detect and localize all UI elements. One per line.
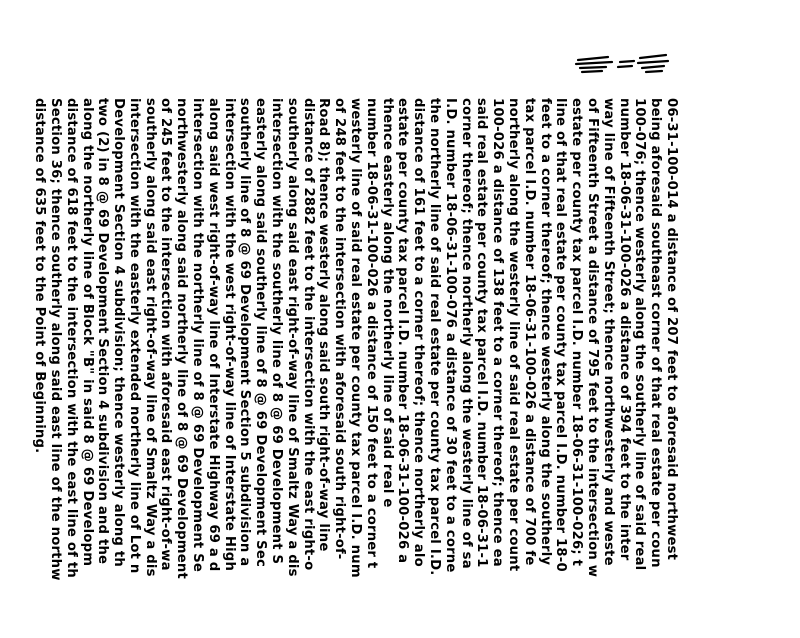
text-line: way line of Fifteenth Street; thence northwesterly and weste bbox=[600, 98, 616, 566]
handwritten-scan-mark bbox=[572, 52, 672, 76]
text-line: number 18-06-31-100-026 a distance of 394 feet to the inter bbox=[616, 98, 632, 561]
text-line: distance of 2882 feet to the intersection with the east right-o bbox=[300, 98, 316, 571]
text-line: southerly line of 8 @ 69 Development Section 5 subdivision a bbox=[237, 98, 253, 567]
text-line: southerly along said east right-of-way line of Smaltz Way a dis bbox=[142, 98, 158, 577]
text-line: along said west right-of-way line of Interstate Highway 69 a d bbox=[205, 98, 221, 572]
text-line: 06-31-100-014 a distance of 207 feet to aforesaid northwest bbox=[664, 98, 679, 561]
text-line: feet to a corner thereof; thence westerly along the southerly bbox=[537, 98, 553, 566]
text-line: estate per county tax parcel I.D. number 18-06-31-100-026 a bbox=[395, 98, 411, 564]
text-line: of Fifteenth Street a distance of 795 feet to the intersection w bbox=[585, 98, 601, 578]
text-line: northwesterly along said northerly line of 8 @ 69 Development bbox=[174, 98, 190, 579]
text-line: 100-076; thence westerly along the southerly line of said real bbox=[632, 98, 648, 571]
text-line: being aforesaid southeast corner of that real estate per coun bbox=[648, 98, 664, 568]
text-line: 100-026 a distance of 138 feet to a corner thereof; thence ea bbox=[490, 98, 506, 567]
text-line: southerly along said east right-of-way line of Smaltz Way a dis bbox=[284, 98, 300, 577]
text-line: intersection with the easterly extended northerly line of Lot n bbox=[126, 98, 142, 574]
text-line: of 245 feet to the intersection with aforesaid east right-of-wa bbox=[158, 98, 174, 571]
text-line: said real estate per county tax parcel I.D. number 18-06-31-1 bbox=[474, 98, 490, 568]
text-line: line of that real estate per county tax parcel I.D. number 18-0 bbox=[553, 98, 569, 572]
text-line: Road 8); thence westerly along said south right-of-way line bbox=[316, 98, 332, 552]
text-line: Development Section 4 subdivision; thence westerly along th bbox=[111, 98, 127, 567]
legal-description-text bbox=[32, 98, 679, 638]
text-line: intersection with the northerly line of 8 @ 69 Development Se bbox=[190, 98, 206, 573]
text-line: thence easterly along the northerly line of said real e bbox=[379, 98, 395, 508]
text-line: tax parcel I.D. number 18-06-31-100-026 a distance of 700 fe bbox=[521, 98, 537, 566]
text-line: westerly line of said real estate per county tax parcel I.D. num bbox=[348, 98, 364, 578]
text-line: I.D. number 18-06-31-100-076 a distance of 30 feet to a corne bbox=[442, 98, 458, 573]
text-line: intersection with the southerly line of 8 @ 69 Development S bbox=[269, 98, 285, 565]
text-line: of 248 feet to the intersection with aforesaid south right-of- bbox=[332, 98, 348, 560]
text-line: easterly along said southerly line of 8 @ 69 Development Sec bbox=[253, 98, 269, 568]
text-line: intersection with the west right-of-way line of Interstate High bbox=[221, 98, 237, 572]
text-line: northerly along the westerly line of said real estate per count bbox=[506, 98, 522, 572]
text-line: Section 36; thence southerly along said east line of the northw bbox=[47, 98, 63, 581]
text-line: distance of 618 feet to the intersection with the east line of th bbox=[63, 98, 79, 578]
text-line: the northerly line of said real estate per county tax parcel I.D. bbox=[427, 98, 443, 576]
text-line: distance of 161 feet to a corner thereof; thence northerly alo bbox=[411, 98, 427, 567]
text-line: two (2) in 8 @ 69 Development Section 4 subdivision and the bbox=[95, 98, 111, 565]
text-line: estate per county tax parcel I.D. number 18-06-31-100-026; t bbox=[569, 98, 585, 567]
text-line: along the northerly line of Block "B" in said 8 @ 69 Developm bbox=[79, 98, 95, 567]
text-line: number 18-06-31-100-026 a distance of 150 feet to a corner t bbox=[363, 98, 379, 569]
text-line: corner thereof; thence northerly along the westerly line of sa bbox=[458, 98, 474, 569]
text-line: distance of 635 feet to the Point of Beginning. bbox=[32, 98, 48, 454]
